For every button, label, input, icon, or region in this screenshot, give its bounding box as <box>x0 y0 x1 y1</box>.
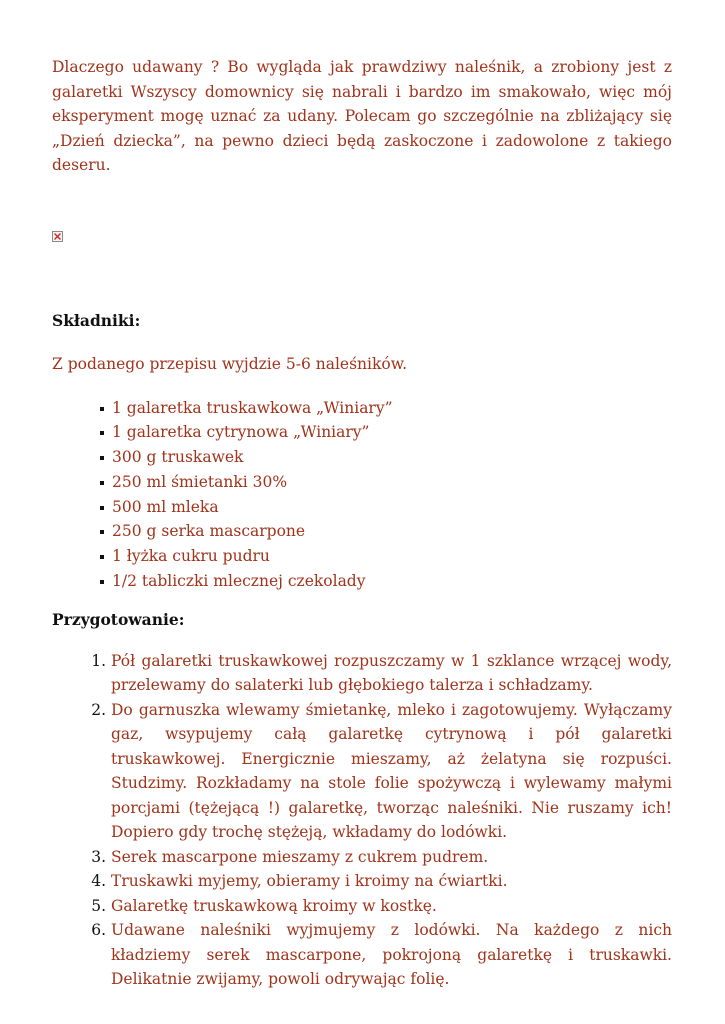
broken-image-icon <box>52 231 63 242</box>
list-item: 1/2 tabliczki mlecznej czekolady <box>100 569 672 594</box>
step-item: 3. Serek mascarpone mieszamy z cukrem pudrem. <box>111 845 672 870</box>
list-item: 500 ml mleka <box>100 495 672 520</box>
ingredients-list <box>52 396 672 594</box>
ingredients-heading: Składniki: <box>52 310 141 330</box>
list-item: 250 ml śmietanki 30% <box>100 470 672 495</box>
preparation-heading: Przygotowanie: <box>52 609 185 629</box>
recipe-document <box>52 55 672 992</box>
step-item: 5. Galaretkę truskawkową kroimy w kostkę. <box>111 894 672 919</box>
list-item: 250 g serka mascarpone <box>100 519 672 544</box>
step-item: 4. Truskawki myjemy, obieramy i kroimy na ćwiartki. <box>111 869 672 894</box>
step-item: 6. Udawane naleśniki wyjmujemy z lodówki. Na każdego z nich kładziemy serek mascarpone, pokrojoną galaretkę i truskawki. Delikatnie zwijamy, powoli odrywając folię. <box>111 918 672 992</box>
preparation-steps-list <box>52 649 672 992</box>
step-item: 2. Do garnuszka wlewamy śmietankę, mleko i zagotowujemy. Wyłączamy gaz, wsypujemy całą galaretkę cytrynową i pół galaretki truskawkowej. Energicznie mieszamy, aż żelatyna się rozpuści. Studzimy. Rozkładamy na stole folie spożywczą i wylewamy małymi porcjami (tężejącą !) galaretkę, tworząc naleśniki. Nie ruszamy ich! Dopiero gdy trochę stężeją, wkładamy do lodówki. <box>111 698 672 845</box>
list-item: 1 galaretka truskawkowa „Winiary” <box>100 396 672 421</box>
intro-paragraph: Dlaczego udawany ? Bo wygląda jak prawdziwy naleśnik, a zrobiony jest z galaretki Wszyscy domownicy się nabrali i bardzo im smakowało, więc mój eksperyment mogę uznać za udany. Polecam go szczególnie na zbliżający się „Dzień dziecka”, na pewno dzieci będą zaskoczone i zadowolone z takiego deseru. <box>52 58 672 174</box>
list-item: 300 g truskawek <box>100 445 672 470</box>
list-item: 1 galaretka cytrynowa „Winiary” <box>100 420 672 445</box>
list-item: 1 łyżka cukru pudru <box>100 544 672 569</box>
yield-text: Z podanego przepisu wyjdzie 5-6 naleśników. <box>52 354 408 373</box>
step-item: 1. Pół galaretki truskawkowej rozpuszczamy w 1 szklance wrzącej wody, przelewamy do salaterki lub głębokiego talerza i schładzamy. <box>111 649 672 698</box>
